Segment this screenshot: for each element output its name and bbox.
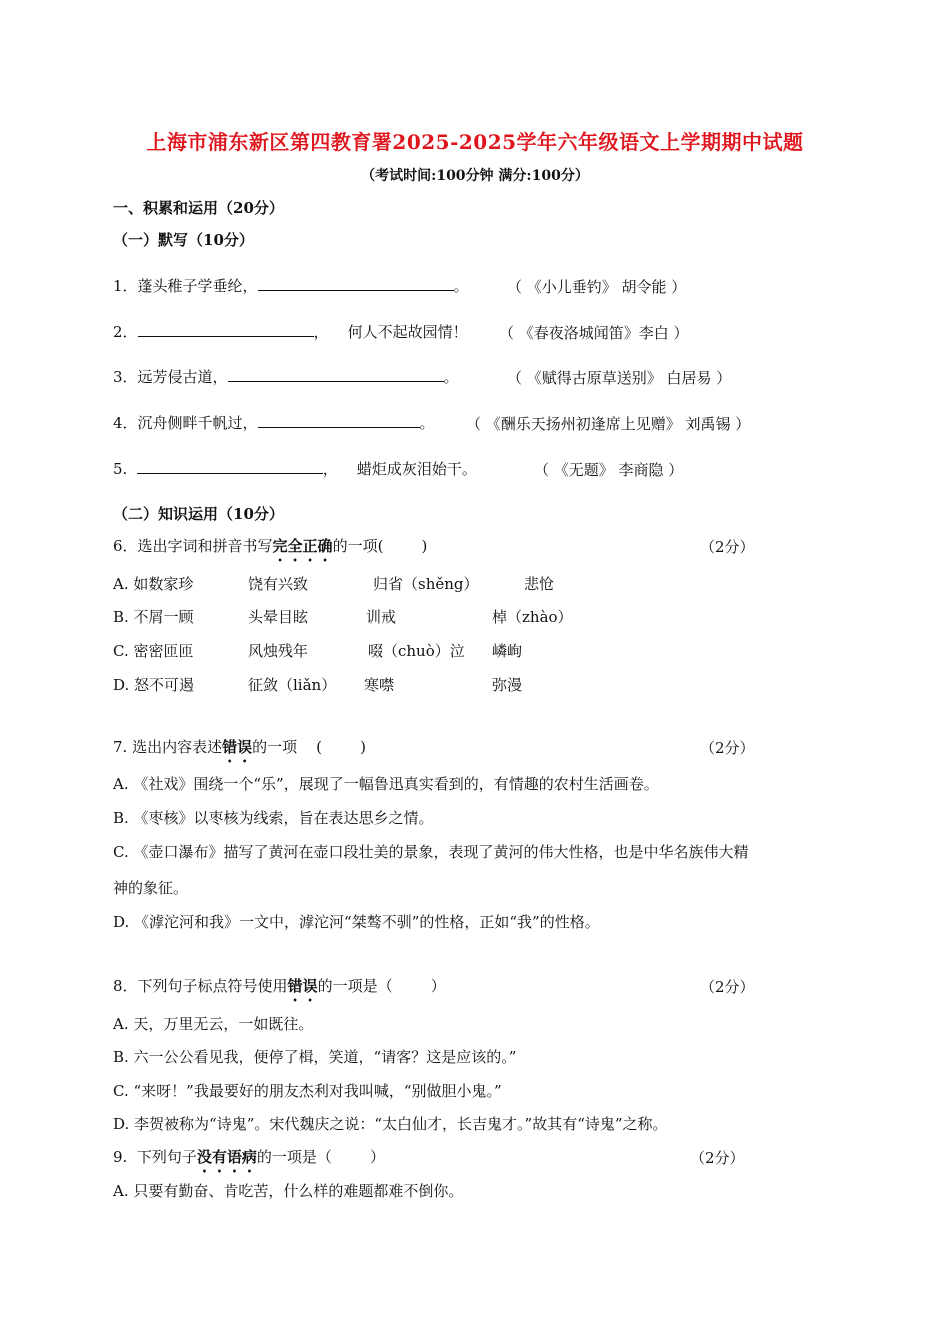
option-d-word: 征敛（liǎn）: [248, 676, 337, 694]
answer-blank[interactable]: [137, 459, 323, 474]
option-b[interactable]: B. 《枣核》以枣核为线索，旨在表达思乡之情。: [113, 809, 434, 827]
answer-blank[interactable]: [138, 322, 314, 337]
question-1: 1．蓬头稚子学垂纶， 。: [113, 277, 469, 295]
option-a[interactable]: A. 天，万里无云，一如既往。: [113, 1015, 314, 1033]
option-c-word: 嶙峋: [492, 642, 523, 660]
score-label: （2分）: [700, 538, 755, 556]
option-b[interactable]: B. 不屑一顾: [113, 608, 194, 626]
source-5: （ 《无题》 李商隐 ）: [534, 461, 684, 479]
section-heading: 一、积累和运用（20分）: [113, 199, 284, 217]
option-c-word: 啜（chuò）泣: [368, 642, 465, 660]
option-d[interactable]: D. 李贺被称为“诗鬼”。宋代魏庆之说：“太白仙才，长吉鬼才。”故其有“诗鬼”之称。: [113, 1115, 668, 1133]
option-c-word: 风烛残年: [248, 642, 309, 660]
score-label: （2分）: [700, 739, 755, 757]
option-b-word: 头晕目眩: [248, 608, 309, 626]
option-b-word: 棹（zhào）: [492, 608, 573, 626]
exam-title: 上海市浦东新区第四教育署2025-2025学年六年级语文上学期期中试题: [146, 130, 804, 154]
source-3: （ 《赋得古原草送别》 白居易 ）: [507, 369, 732, 387]
option-d-word: 寒噤: [364, 676, 395, 694]
source-1: （ 《小儿垂钓》 胡令能 ）: [507, 278, 687, 296]
question-3: 3．远芳侵古道， 。: [113, 368, 459, 386]
option-c[interactable]: C. “来呀！”我最要好的朋友杰利对我叫喊，“别做胆小鬼。”: [113, 1082, 502, 1100]
option-d-word: 弥漫: [492, 676, 523, 694]
option-c-continued: 神的象征。: [113, 879, 189, 897]
score-label: （2分）: [690, 1149, 745, 1167]
question-9: 9. 下列句子没有语病的一项是（ ）: [113, 1148, 386, 1166]
option-a-word: 饶有兴致: [248, 575, 309, 593]
option-d[interactable]: D. 怒不可遏: [113, 676, 195, 694]
question-4: 4．沉舟侧畔千帆过， 。: [113, 414, 435, 432]
score-label: （2分）: [700, 978, 755, 996]
question-6: 6．选出字词和拼音书写完全正确的一项( ): [113, 537, 428, 555]
option-d[interactable]: D. 《滹沱河和我》一文中，滹沱河“桀骜不驯”的性格，正如“我”的性格。: [113, 913, 600, 931]
option-a[interactable]: A. 《社戏》围绕一个“乐”，展现了一幅鲁迅真实看到的，有情趣的农村生活画卷。: [113, 775, 659, 793]
answer-blank[interactable]: [258, 276, 454, 291]
option-c[interactable]: C. 《壶口瀑布》描写了黄河在壶口段壮美的景象，表现了黄河的伟大性格，也是中华名族伟大精: [113, 843, 749, 861]
source-2: （ 《春夜洛城闻笛》李白 ）: [499, 324, 689, 342]
answer-blank[interactable]: [228, 367, 444, 382]
part-heading: （一）默写（10分）: [113, 231, 254, 249]
option-b[interactable]: B. 六一公公看见我，便停了楫，笑道，“请客？这是应该的。”: [113, 1048, 517, 1066]
option-b-word: 训戒: [366, 608, 397, 626]
option-a-word: 悲怆: [524, 575, 555, 593]
part-heading: （二）知识运用（10分）: [113, 505, 284, 523]
option-a-word: 归省（shěng）: [373, 575, 479, 593]
question-2: 2． ， 何人不起故园情！: [113, 323, 468, 341]
option-c[interactable]: C. 密密匝匝: [113, 642, 194, 660]
question-8: 8．下列句子标点符号使用错误的一项是（ ）: [113, 977, 446, 995]
exam-subtitle: （考试时间:100分钟 满分:100分）: [361, 168, 589, 184]
question-5: 5. ， 蜡炬成灰泪始干。: [113, 460, 477, 478]
source-4: （ 《酬乐天扬州初逢席上见赠》 刘禹锡 ）: [466, 415, 751, 433]
option-a[interactable]: A. 只要有勤奋、肯吃苦，什么样的难题都难不倒你。: [113, 1182, 464, 1200]
question-7: 7. 选出内容表述错误的一项 ( ): [113, 738, 367, 756]
option-a[interactable]: A. 如数家珍: [113, 575, 194, 593]
answer-blank[interactable]: [258, 413, 420, 428]
